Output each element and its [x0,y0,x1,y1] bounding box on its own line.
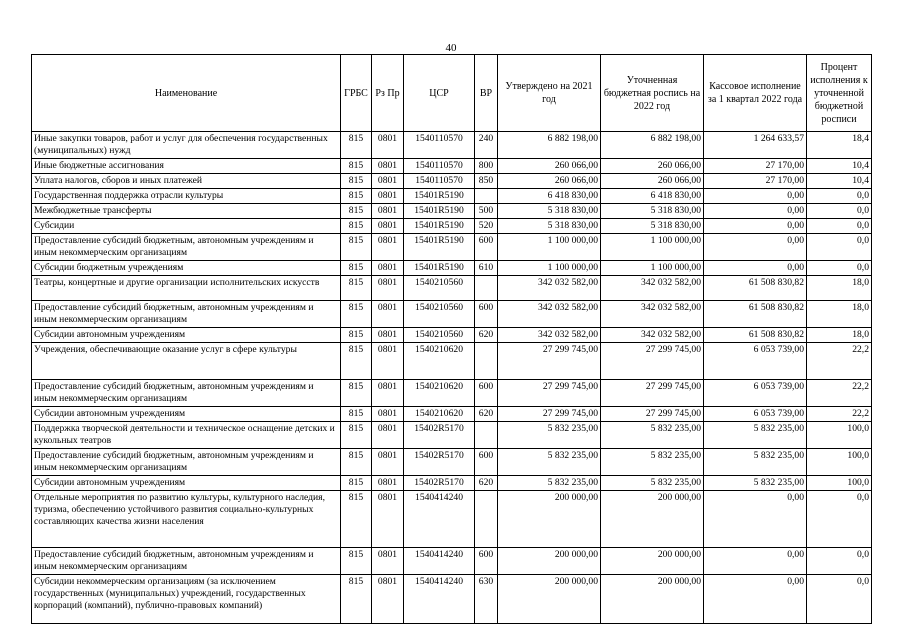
cell-approved: 27 299 745,00 [498,380,601,407]
table-row [32,174,872,189]
cell-vr [475,276,498,301]
cell-cash: 27 170,00 [704,174,807,189]
header-csr: ЦСР [404,55,475,132]
cell-refined: 27 299 745,00 [601,407,704,422]
cell-approved: 6 882 198,00 [498,132,601,159]
cell-grbs: 815 [341,159,372,174]
cell-cash: 5 832 235,00 [704,422,807,449]
header-name: Наименование [32,55,341,132]
cell-refined: 200 000,00 [601,575,704,624]
table-row [32,380,872,407]
cell-approved: 5 832 235,00 [498,476,601,491]
cell-percent: 18,0 [807,276,872,301]
cell-cash: 0,00 [704,261,807,276]
cell-rzpr: 0801 [372,476,404,491]
cell-percent: 0,0 [807,575,872,624]
cell-percent: 100,0 [807,449,872,476]
table-row [32,548,872,575]
cell-grbs: 815 [341,407,372,422]
cell-refined: 5 318 830,00 [601,219,704,234]
cell-refined: 5 832 235,00 [601,476,704,491]
header-refined: Уточненная бюджетная роспись на 2022 год [601,55,704,132]
table-row [32,491,872,548]
cell-rzpr: 0801 [372,132,404,159]
table-row [32,422,872,449]
header-vr: ВР [475,55,498,132]
cell-grbs: 815 [341,261,372,276]
cell-csr: 1540110570 [404,174,475,189]
table-row [32,261,872,276]
table-row [32,575,872,624]
table-row [32,219,872,234]
cell-vr: 600 [475,234,498,261]
cell-percent: 0,0 [807,261,872,276]
cell-cash: 6 053 739,00 [704,343,807,380]
cell-cash: 5 832 235,00 [704,449,807,476]
cell-vr [475,343,498,380]
cell-name: Субсидии автономным учреждениям [32,407,341,422]
cell-percent: 18,0 [807,301,872,328]
cell-csr: 15401R5190 [404,204,475,219]
cell-rzpr: 0801 [372,548,404,575]
cell-cash: 0,00 [704,548,807,575]
cell-grbs: 815 [341,343,372,380]
cell-name: Государственная поддержка отрасли культуры [32,189,341,204]
cell-name: Учреждения, обеспечивающие оказание услуг в сфере культуры [32,343,341,380]
cell-cash: 0,00 [704,219,807,234]
cell-vr: 620 [475,328,498,343]
cell-approved: 260 066,00 [498,159,601,174]
cell-csr: 15401R5190 [404,261,475,276]
cell-vr: 620 [475,476,498,491]
cell-approved: 5 832 235,00 [498,449,601,476]
cell-name: Предоставление субсидий бюджетным, автономным учреждениям и иным некоммерческим организациям [32,380,341,407]
cell-percent: 22,2 [807,343,872,380]
cell-percent: 10,4 [807,174,872,189]
cell-refined: 6 418 830,00 [601,189,704,204]
cell-grbs: 815 [341,491,372,548]
cell-name: Предоставление субсидий бюджетным, автономным учреждениям и иным некоммерческим организациям [32,548,341,575]
cell-rzpr: 0801 [372,189,404,204]
cell-approved: 27 299 745,00 [498,407,601,422]
cell-approved: 6 418 830,00 [498,189,601,204]
cell-grbs: 815 [341,276,372,301]
cell-name: Иные закупки товаров, работ и услуг для обеспечения государственных (муниципальных) нужд [32,132,341,159]
cell-vr [475,491,498,548]
table-row [32,476,872,491]
cell-percent: 0,0 [807,234,872,261]
table-row [32,189,872,204]
cell-approved: 5 832 235,00 [498,422,601,449]
table-row [32,234,872,261]
cell-approved: 342 032 582,00 [498,328,601,343]
cell-approved: 342 032 582,00 [498,276,601,301]
header-row [32,55,872,132]
cell-percent: 0,0 [807,548,872,575]
cell-vr: 620 [475,407,498,422]
cell-name: Субсидии автономным учреждениям [32,476,341,491]
cell-csr: 15401R5190 [404,234,475,261]
cell-name: Предоставление субсидий бюджетным, автономным учреждениям и иным некоммерческим организациям [32,449,341,476]
cell-grbs: 815 [341,422,372,449]
cell-refined: 5 318 830,00 [601,204,704,219]
cell-percent: 18,4 [807,132,872,159]
cell-approved: 1 100 000,00 [498,261,601,276]
cell-name: Субсидии [32,219,341,234]
cell-grbs: 815 [341,132,372,159]
cell-approved: 200 000,00 [498,491,601,548]
cell-vr: 850 [475,174,498,189]
cell-refined: 6 882 198,00 [601,132,704,159]
cell-cash: 0,00 [704,189,807,204]
cell-vr [475,422,498,449]
cell-csr: 1540110570 [404,132,475,159]
cell-percent: 22,2 [807,380,872,407]
header-grbs: ГРБС [341,55,372,132]
cell-approved: 200 000,00 [498,575,601,624]
table-row [32,449,872,476]
cell-csr: 15402R5170 [404,422,475,449]
cell-percent: 0,0 [807,204,872,219]
cell-cash: 61 508 830,82 [704,301,807,328]
header-rzpr: Рз Пр [372,55,404,132]
cell-rzpr: 0801 [372,159,404,174]
cell-vr: 630 [475,575,498,624]
cell-refined: 5 832 235,00 [601,422,704,449]
cell-name: Театры, концертные и другие организации исполнительских искусств [32,276,341,301]
cell-cash: 6 053 739,00 [704,407,807,422]
table-row [32,328,872,343]
cell-refined: 200 000,00 [601,548,704,575]
cell-approved: 5 318 830,00 [498,219,601,234]
header-approved: Утверждено на 2021 год [498,55,601,132]
table-row [32,159,872,174]
cell-grbs: 815 [341,204,372,219]
cell-approved: 342 032 582,00 [498,301,601,328]
cell-rzpr: 0801 [372,491,404,548]
cell-percent: 100,0 [807,422,872,449]
cell-cash: 5 832 235,00 [704,476,807,491]
cell-csr: 1540110570 [404,159,475,174]
cell-refined: 5 832 235,00 [601,449,704,476]
cell-cash: 27 170,00 [704,159,807,174]
cell-name: Субсидии бюджетным учреждениям [32,261,341,276]
header-cash: Кассовое исполнение за 1 квартал 2022 года [704,55,807,132]
cell-name: Межбюджетные трансферты [32,204,341,219]
table-body [32,132,872,624]
cell-csr: 1540210620 [404,343,475,380]
cell-refined: 200 000,00 [601,491,704,548]
cell-refined: 342 032 582,00 [601,276,704,301]
cell-refined: 342 032 582,00 [601,301,704,328]
cell-percent: 18,0 [807,328,872,343]
cell-grbs: 815 [341,476,372,491]
cell-name: Иные бюджетные ассигнования [32,159,341,174]
cell-cash: 61 508 830,82 [704,276,807,301]
cell-refined: 342 032 582,00 [601,328,704,343]
cell-name: Отдельные мероприятия по развитию культуры, культурного наследия, туризма, обеспечению устойчивого развития социально-культурных составляющих качества жизни населения [32,491,341,548]
cell-refined: 27 299 745,00 [601,343,704,380]
cell-percent: 0,0 [807,491,872,548]
cell-percent: 100,0 [807,476,872,491]
cell-vr: 600 [475,380,498,407]
cell-csr: 15401R5190 [404,219,475,234]
cell-grbs: 815 [341,449,372,476]
cell-csr: 1540414240 [404,575,475,624]
cell-vr: 500 [475,204,498,219]
cell-name: Поддержка творческой деятельности и техническое оснащение детских и кукольных театров [32,422,341,449]
cell-rzpr: 0801 [372,407,404,422]
cell-refined: 260 066,00 [601,159,704,174]
cell-rzpr: 0801 [372,575,404,624]
cell-rzpr: 0801 [372,328,404,343]
cell-name: Предоставление субсидий бюджетным, автономным учреждениям и иным некоммерческим организациям [32,234,341,261]
cell-rzpr: 0801 [372,174,404,189]
cell-refined: 27 299 745,00 [601,380,704,407]
cell-percent: 10,4 [807,159,872,174]
cell-grbs: 815 [341,189,372,204]
cell-rzpr: 0801 [372,276,404,301]
cell-approved: 1 100 000,00 [498,234,601,261]
cell-rzpr: 0801 [372,204,404,219]
cell-rzpr: 0801 [372,380,404,407]
header-percent: Процент исполнения к уточненной бюджетной росписи [807,55,872,132]
cell-cash: 6 053 739,00 [704,380,807,407]
cell-name: Уплата налогов, сборов и иных платежей [32,174,341,189]
cell-percent: 0,0 [807,219,872,234]
cell-csr: 15401R5190 [404,189,475,204]
cell-cash: 0,00 [704,234,807,261]
cell-approved: 260 066,00 [498,174,601,189]
table-row [32,132,872,159]
cell-grbs: 815 [341,219,372,234]
cell-csr: 1540414240 [404,548,475,575]
cell-percent: 0,0 [807,189,872,204]
cell-refined: 260 066,00 [601,174,704,189]
cell-rzpr: 0801 [372,343,404,380]
cell-vr: 600 [475,301,498,328]
cell-refined: 1 100 000,00 [601,261,704,276]
cell-percent: 22,2 [807,407,872,422]
cell-name: Субсидии автономным учреждениям [32,328,341,343]
cell-rzpr: 0801 [372,261,404,276]
cell-rzpr: 0801 [372,219,404,234]
cell-cash: 1 264 633,57 [704,132,807,159]
cell-csr: 1540210620 [404,380,475,407]
cell-grbs: 815 [341,234,372,261]
cell-grbs: 815 [341,174,372,189]
table-row [32,407,872,422]
cell-rzpr: 0801 [372,234,404,261]
page-number: 40 [445,42,457,54]
cell-vr [475,189,498,204]
cell-csr: 1540414240 [404,491,475,548]
cell-name: Субсидии некоммерческим организациям (за исключением государственных (муниципальных) учреждений, государственных корпораций (компаний), публично-правовых компаний) [32,575,341,624]
cell-csr: 1540210560 [404,276,475,301]
cell-rzpr: 0801 [372,422,404,449]
cell-vr: 240 [475,132,498,159]
cell-rzpr: 0801 [372,301,404,328]
cell-csr: 15402R5170 [404,449,475,476]
table-row [32,204,872,219]
cell-name: Предоставление субсидий бюджетным, автономным учреждениям и иным некоммерческим организациям [32,301,341,328]
table-row [32,301,872,328]
cell-cash: 0,00 [704,575,807,624]
cell-approved: 200 000,00 [498,548,601,575]
cell-cash: 0,00 [704,204,807,219]
cell-csr: 15402R5170 [404,476,475,491]
cell-csr: 1540210620 [404,407,475,422]
cell-refined: 1 100 000,00 [601,234,704,261]
table-row [32,343,872,380]
cell-approved: 5 318 830,00 [498,204,601,219]
cell-vr: 600 [475,548,498,575]
cell-cash: 0,00 [704,491,807,548]
cell-rzpr: 0801 [372,449,404,476]
cell-grbs: 815 [341,328,372,343]
budget-table [31,54,872,624]
cell-grbs: 815 [341,548,372,575]
cell-grbs: 815 [341,575,372,624]
cell-approved: 27 299 745,00 [498,343,601,380]
cell-grbs: 815 [341,380,372,407]
cell-grbs: 815 [341,301,372,328]
cell-csr: 1540210560 [404,301,475,328]
table-row [32,276,872,301]
cell-vr: 600 [475,449,498,476]
cell-vr: 800 [475,159,498,174]
cell-cash: 61 508 830,82 [704,328,807,343]
cell-vr: 520 [475,219,498,234]
cell-vr: 610 [475,261,498,276]
cell-csr: 1540210560 [404,328,475,343]
